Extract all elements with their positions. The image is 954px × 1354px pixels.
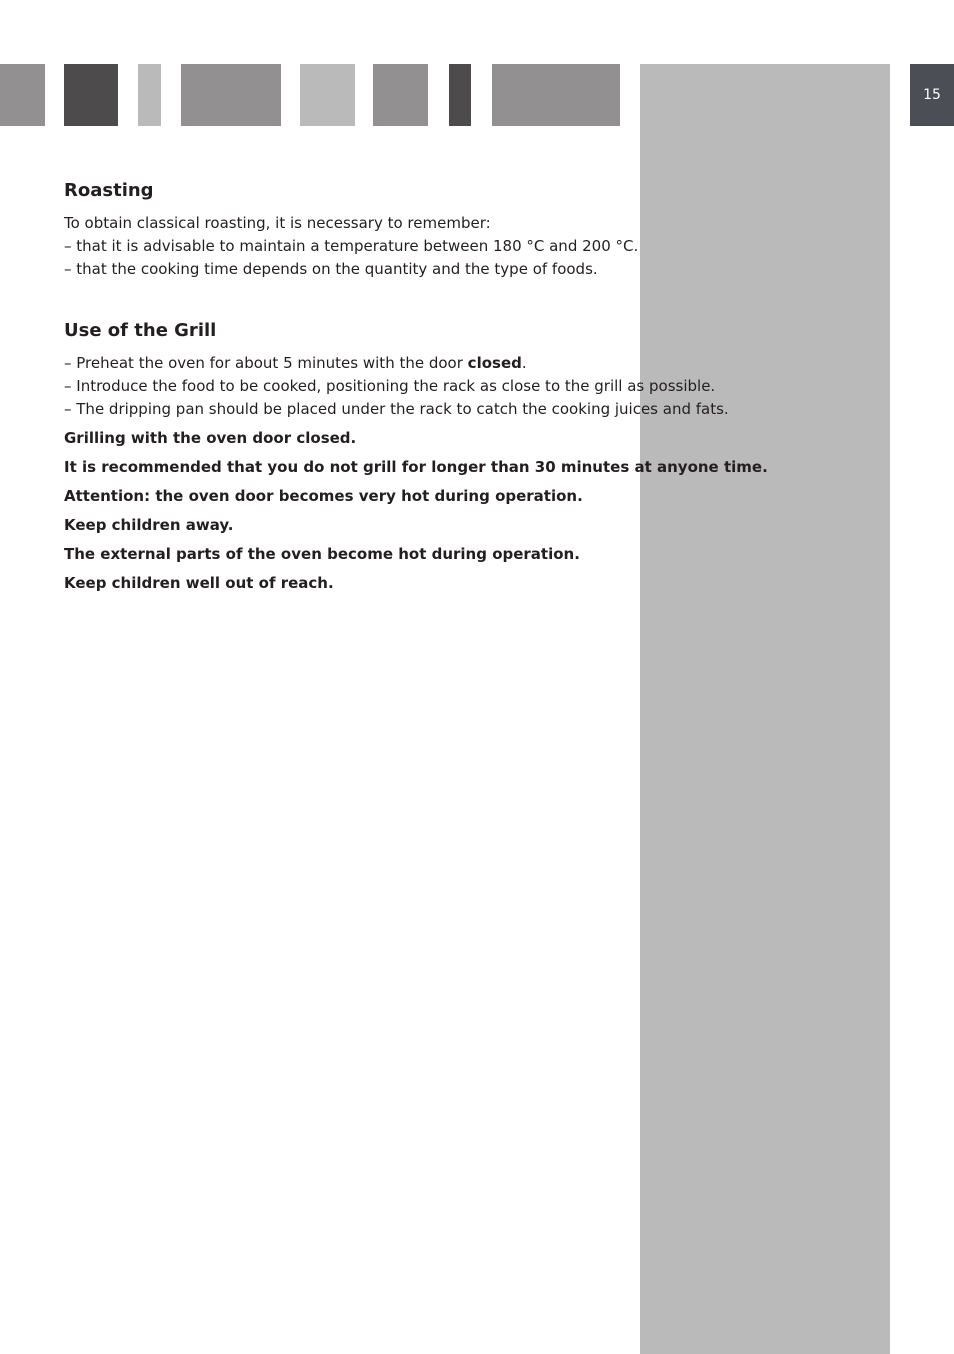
- header-block: [300, 64, 355, 126]
- roasting-intro: To obtain classical roasting, it is necessary to remember:: [64, 214, 491, 232]
- header-block: [0, 64, 45, 126]
- main-content: [64, 176, 784, 595]
- header-block: [64, 64, 118, 126]
- grill-note: Grilling with the oven door closed.: [64, 429, 357, 447]
- grill-note: Keep children well out of reach.: [64, 574, 334, 592]
- header-block: [181, 64, 281, 126]
- header-block: [449, 64, 471, 126]
- grill-heading: Use of the Grill: [64, 320, 217, 341]
- grill-item-preheat: [64, 352, 784, 375]
- header-block: [373, 64, 428, 126]
- roasting-item: – that it is advisable to maintain a temperature between 180 °C and 200 °C.: [64, 237, 639, 255]
- grill-item: – The dripping pan should be placed under the rack to catch the cooking juices and fats.: [64, 400, 729, 418]
- header-block: [138, 64, 161, 126]
- preheat-suffix: .: [521, 354, 527, 372]
- grill-note: Keep children away.: [64, 516, 234, 534]
- roasting-heading: Roasting: [64, 180, 154, 201]
- grill-note: It is recommended that you do not grill for longer than 30 minutes at anyone time.: [64, 458, 768, 476]
- preheat-text: – Preheat the oven for about 5 minutes with the door: [64, 354, 468, 372]
- header-block: [492, 64, 620, 126]
- grill-note: Attention: the oven door becomes very hot during operation.: [64, 487, 583, 505]
- page-number: 15: [910, 64, 954, 126]
- preheat-bold: closed: [467, 354, 522, 372]
- roasting-item: – that the cooking time depends on the quantity and the type of foods.: [64, 260, 598, 278]
- grill-item: – Introduce the food to be cooked, positioning the rack as close to the grill as possible.: [64, 377, 716, 395]
- grill-note: The external parts of the oven become hot during operation.: [64, 545, 580, 563]
